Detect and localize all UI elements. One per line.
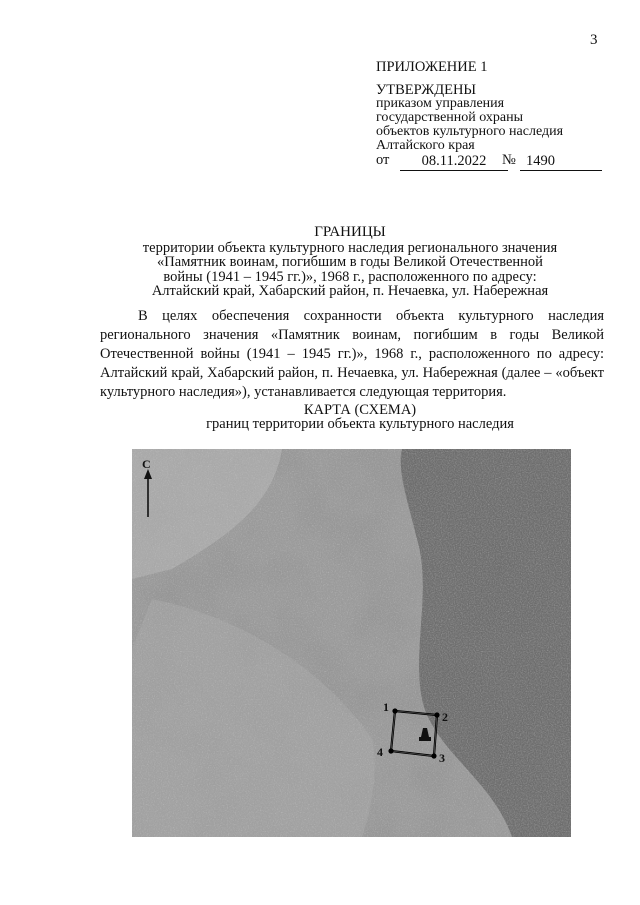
point-label-2: 2 (442, 710, 448, 724)
map-subtitle: границ территории объекта культурного наследия (206, 416, 514, 432)
order-date-number (376, 152, 616, 172)
map-title: КАРТА (СХЕМА) (303, 402, 417, 418)
heading-line: войны (1941 – 1945 гг.)», 1968 г., расположенного по адресу: (163, 268, 537, 285)
boundary-map (132, 449, 571, 837)
boundary-point-2 (434, 712, 439, 717)
body-paragraph: В целях обеспечения сохранности объекта культурного наследия регионального значения «Памятник воинам, погибшим в годы Великой Отечественной войны (1941 – 1945 гг.)», 1968 г., расположенного по адресу: Алтайский край, Хабарский район, п. Нечаевка, ул. Набережная (далее – «объект культурного наследия»), устанавливается следующая территория. (100, 308, 604, 400)
map-grain (132, 449, 571, 837)
map-image (132, 449, 571, 837)
order-issuer-line: Алтайского края (376, 138, 475, 153)
page-number: 3 (590, 32, 598, 48)
heading-block (80, 225, 620, 299)
boundary-point-4 (388, 748, 393, 753)
map-heading (120, 403, 600, 431)
document-title: ГРАНИЦЫ (314, 224, 386, 240)
boundary-point-3 (431, 753, 436, 758)
order-issuer-line: приказом управления (376, 96, 505, 111)
body-paragraph-block (100, 307, 604, 402)
point-label-3: 3 (439, 751, 445, 765)
order-date: 08.11.2022 (400, 152, 508, 171)
order-issuer-line: объектов культурного наследия (376, 124, 564, 139)
boundary-point-1 (392, 708, 397, 713)
order-issuer-line: государственной охраны (376, 110, 524, 125)
order-number: 1490 (520, 152, 602, 171)
point-label-1: 1 (383, 700, 389, 714)
appendix-label: ПРИЛОЖЕНИЕ 1 (376, 59, 488, 75)
from-label: от (376, 152, 390, 168)
number-sign: № (502, 152, 516, 168)
north-label: С (142, 457, 151, 471)
order-issuer (376, 97, 616, 153)
heading-line: территории объекта культурного наследия регионального значения (142, 239, 558, 256)
heading-line: «Памятник воинам, погибшим в годы Великой Отечественной (157, 254, 543, 270)
approved-label: УТВЕРЖДЕНЫ (376, 82, 477, 98)
point-label-4: 4 (377, 745, 383, 759)
approval-block (376, 60, 616, 153)
heading-line: Алтайский край, Хабарский район, п. Нечаевка, ул. Набережная (151, 283, 549, 299)
